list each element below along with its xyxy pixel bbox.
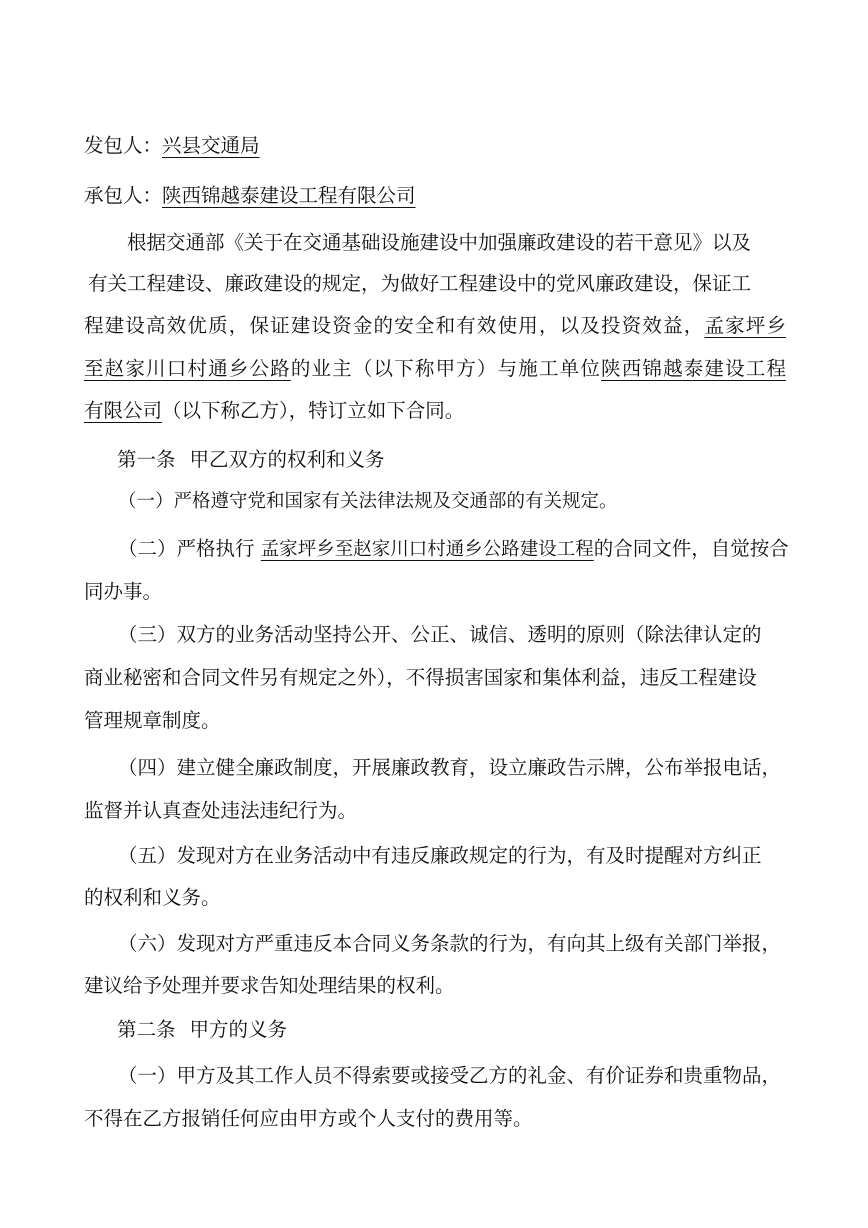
party-b-value: 陕西锦越泰建设工程有限公司 xyxy=(162,184,416,207)
project-name: 孟家坪乡至赵家川口村通乡公路建设工程 xyxy=(260,539,594,560)
article-1-item-6-line-1: （六）发现对方严重违反本合同义务条款的行为，有向其上级有关部门举报， xyxy=(118,932,782,955)
article-1-item-3-line-2: 商业秘密和合同文件另有规定之外），不得损害国家和集体利益，违反工程建设 xyxy=(84,666,757,689)
intro-line-5-text: （以下称乙方），特订立如下合同。 xyxy=(162,399,465,422)
article-1-item-4-line-1: （四）建立健全廉政制度，开展廉政教育，设立廉政告示牌，公布举报电话， xyxy=(118,756,782,779)
article-2-title: 甲方的义务 xyxy=(189,1018,288,1041)
article-1-heading xyxy=(117,446,385,474)
article-1-item-2-lead: （二）严格执行 xyxy=(118,537,255,560)
article-1-item-3-line-3: 管理规章制度。 xyxy=(84,709,221,732)
party-b-label: 承包人： xyxy=(84,184,163,207)
intro-line-4-text: 的业主（以下称甲方）与施工单位 xyxy=(290,357,602,380)
intro-line-3-text: 程建设高效优质，保证建设资金的安全和有效使用，以及投资效益， xyxy=(84,314,705,337)
article-1-item-5-line-1: （五）发现对方在业务活动中有违反廉政规定的行为，有及时提醒对方纠正 xyxy=(118,844,762,867)
contractor-name-part-2: 有限公司 xyxy=(84,399,163,422)
article-1-item-2-tail: 的合同文件，自觉按合 xyxy=(593,537,789,560)
article-2-item-1-line-1: （一）甲方及其工作人员不得索要或接受乙方的礼金、有价证券和贵重物品， xyxy=(118,1064,782,1087)
project-name-part-1: 孟家坪乡 xyxy=(704,314,786,337)
article-2-heading xyxy=(117,1016,287,1044)
party-a-value: 兴县交通局 xyxy=(162,134,260,157)
intro-line-2: 有关工程建设、廉政建设的规定，为做好工程建设中的党风廉政建设，保证工 xyxy=(88,272,752,295)
article-1-item-2-cont: 同办事。 xyxy=(84,580,163,603)
intro-line-3 xyxy=(84,312,786,340)
article-2-number: 第二条 xyxy=(117,1018,176,1041)
party-b-line xyxy=(84,182,422,210)
article-1-item-1: （一）严格遵守党和国家有关法律法规及交通部的有关规定。 xyxy=(118,491,618,512)
article-2-item-1-line-2: 不得在乙方报销任何应由甲方或个人支付的费用等。 xyxy=(84,1107,533,1130)
intro-line-5 xyxy=(84,397,464,425)
party-a-label: 发包人： xyxy=(84,134,163,157)
article-1-item-6-line-2: 建议给予处理并要求告知处理结果的权利。 xyxy=(84,974,455,997)
article-1-item-4-line-2: 监督并认真查处违法违纪行为。 xyxy=(84,799,358,822)
intro-line-1: 根据交通部《关于在交通基础设施建设中加强廉政建设的若干意见》以及 xyxy=(127,231,752,254)
article-1-number: 第一条 xyxy=(117,448,176,471)
article-1-item-3-line-1: （三）双方的业务活动坚持公开、公正、诚信、透明的原则（除法律认定的 xyxy=(118,623,762,646)
party-a-line xyxy=(84,132,272,160)
project-name-part-2: 至赵家川口村通乡公路 xyxy=(84,357,291,380)
intro-line-4 xyxy=(84,355,786,383)
contractor-name-part-1: 陕西锦越泰建设工程 xyxy=(601,357,786,380)
article-1-item-2 xyxy=(118,535,789,564)
article-1-title: 甲乙双方的权利和义务 xyxy=(189,448,385,471)
article-1-item-5-line-2: 的权利和义务。 xyxy=(84,886,221,909)
